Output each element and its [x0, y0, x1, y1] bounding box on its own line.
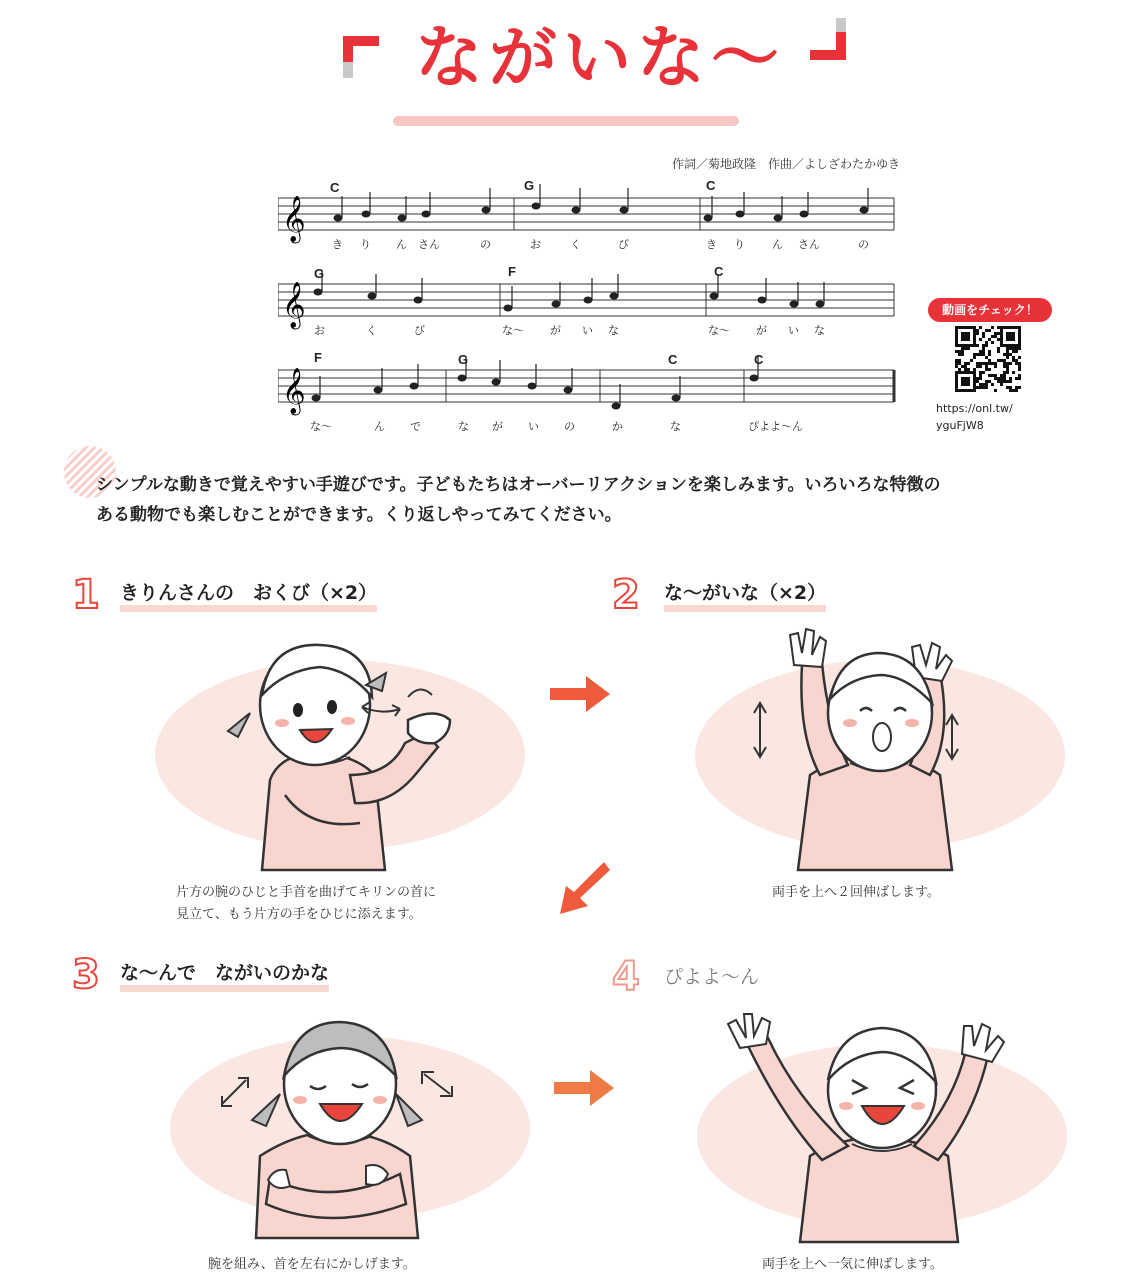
qr-module	[991, 326, 994, 329]
qr-module	[1018, 356, 1021, 359]
lyric: な	[458, 420, 469, 433]
qr-module	[1006, 353, 1009, 356]
step-1-caption-line1: 片方の腕のひじと手首を曲げてキリンの首に	[176, 885, 437, 900]
chord-label: C	[754, 352, 764, 367]
qr-module	[991, 383, 994, 386]
qr-module	[1015, 359, 1018, 362]
note-head	[414, 297, 423, 304]
chord-label: C	[668, 352, 678, 367]
note-head	[564, 387, 573, 394]
qr-module	[1015, 377, 1018, 380]
qr-module	[1006, 371, 1009, 374]
girl-hand-left-icon	[728, 1014, 770, 1048]
lyric: び	[414, 324, 425, 337]
step-2-caption	[772, 882, 1032, 904]
qr-module	[964, 347, 967, 350]
qr-module	[1006, 368, 1009, 371]
lyric: び	[618, 238, 629, 251]
qr-module	[976, 377, 979, 380]
qr-module	[1012, 356, 1015, 359]
qr-module	[1018, 362, 1021, 365]
qr-module	[1006, 362, 1009, 365]
step-3-caption	[208, 1254, 508, 1276]
step-number-4: 4	[612, 954, 640, 1000]
qr-module	[1009, 362, 1012, 365]
lyric: き	[332, 238, 343, 251]
qr-module	[955, 365, 958, 368]
page-title: ながいな〜	[414, 19, 785, 98]
note-head	[750, 375, 759, 382]
qr-module	[988, 359, 991, 362]
note-head	[552, 301, 561, 308]
note-head	[758, 297, 767, 304]
qr-module	[988, 350, 991, 353]
arrow-down-left-icon	[558, 860, 610, 916]
chord-label: C	[706, 178, 716, 193]
step-1-caption	[176, 882, 506, 926]
note-head	[410, 383, 419, 390]
video-url-line2: yguFjW8	[936, 419, 984, 432]
step-number-1: 1	[72, 572, 100, 618]
video-url[interactable]	[936, 400, 1046, 434]
qr-module	[1006, 365, 1009, 368]
qr-module	[997, 347, 1000, 350]
qr-module	[988, 338, 991, 341]
qr-module	[976, 362, 979, 365]
qr-module	[982, 350, 985, 353]
qr-module	[1009, 377, 1012, 380]
qr-module	[985, 356, 988, 359]
note-head	[672, 395, 681, 402]
title-bracket-close	[808, 18, 848, 78]
qr-module	[1015, 386, 1018, 389]
note-head	[398, 215, 407, 222]
lyric: い	[788, 324, 799, 337]
lyric: り	[360, 238, 371, 251]
lyric: が	[492, 420, 503, 433]
note-head	[816, 301, 825, 308]
qr-module	[1015, 347, 1018, 350]
qr-module	[982, 335, 985, 338]
qr-module	[997, 380, 1000, 383]
note-head	[334, 215, 343, 222]
qr-module	[1012, 347, 1015, 350]
qr-module	[979, 326, 982, 329]
note-head	[504, 305, 513, 312]
qr-module	[1018, 368, 1021, 371]
qr-module	[985, 362, 988, 365]
lyric: な	[814, 324, 825, 337]
qr-module	[982, 371, 985, 374]
qr-module	[979, 371, 982, 374]
qr-module	[997, 338, 1000, 341]
qr-module	[973, 368, 976, 371]
description-line2: ある動物でも楽しむことができます。くり返しやってみてください。	[96, 505, 622, 525]
girl-mouth	[873, 723, 891, 751]
step-4-caption	[762, 1254, 1022, 1276]
note-head	[610, 293, 619, 300]
qr-module	[988, 374, 991, 377]
qr-module	[976, 344, 979, 347]
qr-finder	[1006, 332, 1015, 341]
step-1-caption-line2: 見立て、もう片方の手をひじに添えます。	[176, 907, 422, 922]
qr-module	[985, 368, 988, 371]
chord-label: C	[330, 180, 340, 195]
description-line1: シンプルな動きで覚えやすい手遊びです。子どもたちはオーバーリアクションを楽しみます。いろいろな特徴の	[96, 475, 941, 495]
qr-module	[1003, 371, 1006, 374]
song-credit: 作詞／菊地政隆 作曲／よしざわたかゆき	[671, 157, 900, 171]
title-underline	[393, 116, 739, 126]
qr-module	[1003, 365, 1006, 368]
qr-module	[1018, 377, 1021, 380]
arrow-right-icon	[552, 1068, 616, 1108]
lyric: の	[858, 238, 869, 251]
qr-module	[1015, 389, 1018, 392]
qr-module	[979, 338, 982, 341]
lyric: の	[564, 420, 575, 433]
lyric: な	[670, 420, 681, 433]
qr-module	[1015, 362, 1018, 365]
qr-module	[1012, 350, 1015, 353]
note-head	[704, 215, 713, 222]
lyric: く	[570, 238, 581, 251]
qr-module	[958, 362, 961, 365]
qr-module	[985, 344, 988, 347]
qr-module	[1000, 377, 1003, 380]
note-head	[790, 301, 799, 308]
qr-module	[1003, 380, 1006, 383]
qr-module	[994, 389, 997, 392]
qr-module	[1018, 374, 1021, 377]
qr-module	[997, 350, 1000, 353]
qr-module	[958, 350, 961, 353]
note-head	[422, 211, 431, 218]
chord-label: C	[714, 264, 724, 279]
note-head	[612, 403, 621, 410]
qr-module	[1012, 359, 1015, 362]
qr-module	[979, 377, 982, 380]
qr-module	[967, 347, 970, 350]
qr-module	[1009, 389, 1012, 392]
qr-module	[982, 383, 985, 386]
lyric: い	[582, 324, 593, 337]
qr-module	[1009, 353, 1012, 356]
qr-module	[985, 380, 988, 383]
qr-module	[994, 335, 997, 338]
qr-module	[961, 347, 964, 350]
qr-module	[1000, 383, 1003, 386]
video-url-line1: https://onl.tw/	[936, 402, 1013, 415]
note-head	[620, 207, 629, 214]
qr-code-icon[interactable]	[955, 326, 1021, 392]
lyric: な	[608, 324, 619, 337]
qr-module	[985, 329, 988, 332]
qr-module	[1006, 350, 1009, 353]
qr-module	[988, 329, 991, 332]
qr-module	[1015, 350, 1018, 353]
step-1-illustration	[150, 625, 530, 875]
qr-finder	[961, 377, 970, 386]
qr-module	[991, 341, 994, 344]
qr-module	[979, 362, 982, 365]
qr-module	[1003, 359, 1006, 362]
lyric: さん	[418, 238, 440, 251]
qr-module	[1003, 362, 1006, 365]
qr-module	[967, 368, 970, 371]
qr-module	[1000, 374, 1003, 377]
qr-module	[982, 332, 985, 335]
qr-module	[982, 362, 985, 365]
qr-module	[988, 353, 991, 356]
step-number-2: 2	[612, 572, 640, 618]
qr-module	[982, 347, 985, 350]
qr-module	[973, 356, 976, 359]
qr-module	[976, 365, 979, 368]
qr-module	[1003, 377, 1006, 380]
qr-module	[994, 362, 997, 365]
qr-module	[1012, 389, 1015, 392]
qr-module	[967, 362, 970, 365]
qr-module	[982, 386, 985, 389]
qr-module	[976, 332, 979, 335]
note-head	[458, 375, 467, 382]
qr-module	[1003, 353, 1006, 356]
lyric: く	[366, 324, 377, 337]
qr-module	[985, 365, 988, 368]
note-head	[584, 297, 593, 304]
note-head	[532, 203, 541, 210]
treble-clef-icon: 𝄞	[282, 282, 306, 328]
note-head	[528, 383, 537, 390]
qr-module	[994, 377, 997, 380]
qr-module	[979, 386, 982, 389]
qr-module	[985, 386, 988, 389]
qr-module	[964, 362, 967, 365]
qr-finder	[961, 332, 970, 341]
qr-module	[964, 368, 967, 371]
girl-hand-right-icon	[962, 1024, 1004, 1062]
qr-module	[997, 332, 1000, 335]
qr-module	[1000, 380, 1003, 383]
lyric: ぴよよ〜ん	[748, 420, 803, 433]
lyric: ん	[772, 238, 783, 251]
lyric: き	[706, 238, 717, 251]
lyric: お	[530, 238, 541, 251]
step-2-illustration	[690, 625, 1070, 875]
chord-label: G	[314, 266, 325, 281]
step-4-caption-line1: 両手を上へ一気に伸ばします。	[762, 1257, 943, 1272]
qr-module	[1012, 371, 1015, 374]
note-head	[736, 211, 745, 218]
lyric: か	[612, 420, 623, 433]
lyric: な〜	[502, 324, 524, 337]
qr-module	[958, 359, 961, 362]
qr-module	[997, 377, 1000, 380]
chord-label: G	[458, 352, 469, 367]
lyric: ん	[374, 420, 385, 433]
qr-module	[976, 353, 979, 356]
lyric: お	[314, 324, 325, 337]
note-head	[312, 395, 321, 402]
qr-module	[991, 374, 994, 377]
lyric: な〜	[310, 420, 332, 433]
note-head	[710, 293, 719, 300]
title-bracket-open	[343, 18, 383, 78]
sheet-music	[278, 172, 898, 442]
qr-module	[988, 362, 991, 365]
description	[96, 470, 1086, 540]
note-head	[774, 215, 783, 222]
qr-module	[970, 359, 973, 362]
qr-module	[976, 329, 979, 332]
step-label-2: な〜がいな（×2）	[664, 578, 826, 612]
qr-module	[994, 332, 997, 335]
qr-module	[1018, 365, 1021, 368]
lyric: さん	[798, 238, 820, 251]
qr-module	[988, 368, 991, 371]
qr-module	[979, 365, 982, 368]
lyric: い	[528, 420, 539, 433]
note-head	[362, 211, 371, 218]
qr-module	[1003, 374, 1006, 377]
qr-module	[958, 368, 961, 371]
note-head	[368, 293, 377, 300]
girl-hand-left-icon	[790, 629, 826, 667]
qr-module	[961, 353, 964, 356]
treble-clef-icon: 𝄞	[282, 368, 306, 414]
qr-module	[1009, 386, 1012, 389]
qr-module	[958, 353, 961, 356]
chord-label: F	[314, 350, 322, 365]
qr-module	[994, 374, 997, 377]
qr-module	[961, 365, 964, 368]
lyric: が	[550, 324, 561, 337]
lyric: で	[410, 420, 421, 433]
step-3-illustration	[160, 1008, 540, 1238]
note-head	[374, 387, 383, 394]
note-head	[572, 207, 581, 214]
qr-module	[1006, 380, 1009, 383]
step-3-caption-line1: 腕を組み、首を左右にかしげます。	[208, 1257, 416, 1272]
note-head	[482, 207, 491, 214]
step-2-caption-line1: 両手を上へ２回伸ばします。	[772, 885, 940, 900]
qr-module	[1009, 380, 1012, 383]
step-number-3: 3	[72, 952, 100, 998]
qr-module	[979, 353, 982, 356]
arrow-right-icon	[548, 674, 612, 714]
qr-module	[1006, 347, 1009, 350]
video-check-badge[interactable]: 動画をチェック！	[928, 298, 1052, 322]
note-head	[800, 211, 809, 218]
qr-module	[973, 353, 976, 356]
qr-module	[964, 365, 967, 368]
qr-module	[982, 353, 985, 356]
lyric: り	[734, 238, 745, 251]
qr-module	[985, 383, 988, 386]
note-head	[314, 289, 323, 296]
qr-module	[955, 359, 958, 362]
lyric: が	[756, 324, 767, 337]
chord-label: G	[524, 178, 535, 193]
qr-module	[976, 386, 979, 389]
qr-module	[961, 350, 964, 353]
note-head	[492, 379, 501, 386]
note-head	[860, 207, 869, 214]
treble-clef-icon: 𝄞	[282, 196, 306, 242]
girl-body	[262, 753, 385, 870]
qr-module	[991, 362, 994, 365]
qr-module	[1018, 386, 1021, 389]
qr-module	[1018, 347, 1021, 350]
qr-module	[982, 344, 985, 347]
qr-module	[994, 365, 997, 368]
qr-module	[955, 362, 958, 365]
qr-module	[979, 383, 982, 386]
qr-module	[985, 341, 988, 344]
step-4-illustration	[692, 1006, 1072, 1242]
qr-module	[997, 326, 1000, 329]
qr-module	[1006, 386, 1009, 389]
lyric: ん	[396, 238, 407, 251]
lyric: な〜	[708, 324, 730, 337]
qr-module	[1006, 356, 1009, 359]
step-label-4: ぴよよ〜ん	[664, 966, 760, 988]
qr-module	[997, 359, 1000, 362]
qr-module	[1009, 347, 1012, 350]
qr-module	[976, 380, 979, 383]
chord-label: F	[508, 264, 516, 279]
lyric: の	[480, 238, 491, 251]
qr-module	[979, 350, 982, 353]
qr-module	[988, 380, 991, 383]
qr-module	[991, 335, 994, 338]
qr-module	[955, 350, 958, 353]
step-label-3: な〜んで ながいのかな	[120, 958, 329, 992]
qr-module	[1000, 359, 1003, 362]
qr-module	[979, 374, 982, 377]
step-label-1: きりんさんの おくび（×2）	[120, 578, 377, 612]
